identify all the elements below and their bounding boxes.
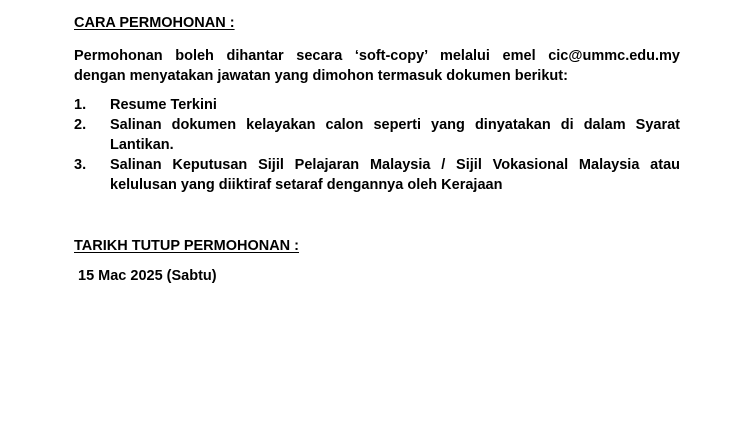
list-item (74, 155, 680, 195)
closing-date-value: 15 Mac 2025 (Sabtu) (78, 268, 217, 284)
application-method-heading: CARA PERMOHONAN : (74, 15, 235, 31)
list-item (74, 95, 680, 115)
closing-date-heading: TARIKH TUTUP PERMOHONAN : (74, 238, 300, 254)
list-item-text (110, 115, 680, 155)
list-item-number: 2. (74, 117, 87, 133)
intro-line-2: dengan menyatakan jawatan yang dimohon termasuk dokumen berikut: (74, 68, 568, 84)
list-item-number: 3. (74, 157, 87, 173)
list-item (74, 115, 680, 155)
list-item-text (110, 155, 680, 195)
list-item-line-1: Salinan dokumen kelayakan calon seperti yang dinyatakan di dalam Syarat (110, 117, 680, 133)
list-item-line-2: kelulusan yang diiktiraf setaraf dengannya oleh Kerajaan (110, 177, 503, 193)
intro-line-1: Permohonan boleh dihantar secara ‘soft-copy’ melalui emel cic@ummc.edu.my (74, 48, 680, 64)
list-item-line-2: Lantikan. (110, 137, 174, 153)
list-item-line-1: Resume Terkini (110, 97, 217, 113)
list-item-number: 1. (74, 97, 87, 113)
list-item-text (110, 95, 680, 115)
required-documents-list (74, 95, 680, 195)
application-intro-paragraph (74, 46, 680, 86)
list-item-line-1: Salinan Keputusan Sijil Pelajaran Malaysia / Sijil Vokasional Malaysia atau (110, 157, 680, 173)
